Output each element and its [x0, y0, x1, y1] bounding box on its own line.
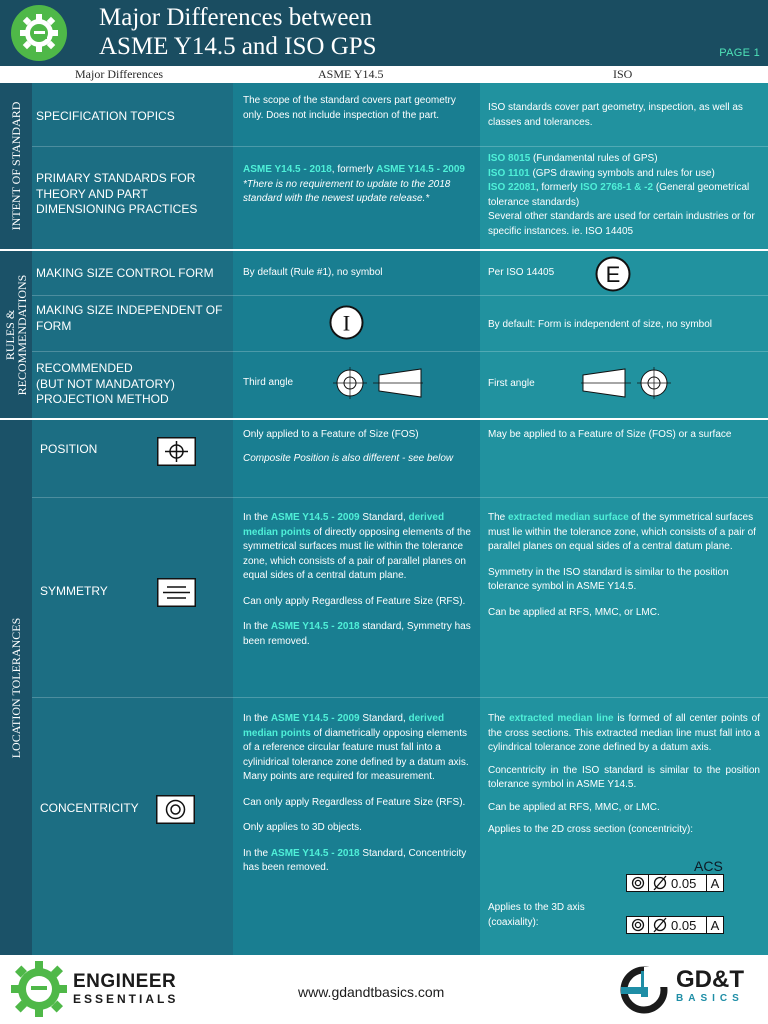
- text-fragment: , formerly: [331, 164, 377, 175]
- section-intent-sidebar: [0, 83, 32, 249]
- concentricity-icon: [631, 918, 645, 932]
- engineer-essentials-logo-icon: [9, 959, 69, 1019]
- row-label: MAKING SIZE CONTROL FORM: [36, 266, 214, 280]
- title-line-2: ASME Y14.5 and ISO GPS: [99, 33, 377, 60]
- asme-paragraph: Only applied to a Feature of Size (FOS): [243, 429, 419, 440]
- tolerance-cell: [649, 917, 707, 933]
- section-rules-label: [4, 274, 28, 395]
- iso-text: [488, 152, 760, 239]
- asme-text: Third angle: [243, 377, 294, 388]
- text-fragment: The: [488, 512, 509, 523]
- tolerance-value: 0.05: [671, 917, 697, 933]
- asme-text: [243, 511, 471, 649]
- standard-ref: ISO 8015: [488, 153, 531, 164]
- iso-text: First angle: [488, 378, 535, 389]
- term-highlight: derived median points: [243, 713, 445, 739]
- column-header-differences: Major Differences: [75, 67, 164, 81]
- row-label-line: (BUT NOT MANDATORY): [36, 376, 175, 391]
- text-fragment: In the: [243, 621, 271, 632]
- standard-ref: ASME Y14.5 - 2009: [270, 512, 360, 523]
- asme-paragraph: [243, 511, 471, 584]
- position-symbol-icon: [157, 437, 196, 466]
- text-fragment: The: [488, 713, 510, 724]
- tolerance-value: 0.05: [671, 875, 697, 891]
- column-headers: [0, 66, 768, 83]
- brand-line-1: GD&T: [676, 966, 744, 993]
- independency-symbol-icon: [329, 305, 364, 340]
- row-label: [36, 361, 226, 408]
- concentricity-cell: [627, 875, 649, 891]
- row-position: [32, 420, 768, 497]
- text-fragment: In the: [243, 847, 271, 859]
- feature-control-frame-concentricity: [626, 874, 724, 892]
- header-bar: [0, 0, 768, 66]
- concentricity-symbol-icon: [156, 795, 195, 824]
- row-size-control-form: [32, 251, 768, 295]
- iso-text: Per ISO 14405: [488, 267, 555, 278]
- independency-symbol-letter: I: [342, 310, 351, 336]
- term-highlight: derived median points: [243, 512, 445, 538]
- diameter-icon: [652, 917, 668, 933]
- asme-paragraph: [243, 712, 471, 785]
- page-title: [99, 3, 377, 61]
- gdt-basics-logo-icon: [617, 963, 671, 1017]
- row-label: SPECIFICATION TOPICS: [36, 109, 175, 123]
- standard-ref: ISO 2768-1 & -2: [580, 182, 654, 193]
- text-fragment: In the: [243, 512, 271, 523]
- text-fragment: is formed of all center points of the cross sections. This extracted median line must fall into a cylindrical tolerance zone defined by a datum axis.: [488, 713, 760, 753]
- row-label: PRIMARY STANDARDS FOR THEORY AND PART DIMENSIONING PRACTICES: [36, 171, 198, 216]
- symmetry-symbol-icon: [157, 578, 196, 607]
- iso-text: ISO standards cover part geometry, inspection, as well as classes and tolerances.: [488, 102, 743, 128]
- row-label: POSITION: [40, 442, 98, 456]
- asme-paragraph: [243, 620, 471, 649]
- standard-ref: ASME Y14.5 - 2018: [270, 847, 360, 859]
- term-highlight: extracted median surface: [508, 512, 629, 523]
- standard-ref: ASME Y14.5 - 2009: [270, 713, 360, 724]
- text-fragment: Standard, Concentricity has been removed.: [243, 847, 467, 873]
- iso-paragraph: Applies to the 2D cross section (concentricity):: [488, 824, 694, 835]
- row-symmetry: [32, 497, 768, 697]
- iso-text: May be applied to a Feature of Size (FOS) or a surface: [488, 429, 732, 440]
- title-line-1: Major Differences between: [99, 4, 373, 31]
- asme-text: [243, 428, 471, 466]
- asme-paragraph: Only applies to 3D objects.: [243, 822, 362, 833]
- row-label: MAKING SIZE INDEPENDENT OF FORM: [36, 303, 223, 333]
- gdt-basics-wordmark: [676, 967, 744, 1005]
- iso-paragraph: [488, 511, 760, 555]
- concentricity-icon: [631, 876, 645, 890]
- asme-paragraph: Composite Position is also different - see below: [243, 452, 454, 464]
- text-fragment: (General geometrical tolerance standards): [488, 182, 750, 208]
- section-rules-line-1: RULES &: [3, 309, 17, 360]
- iso-paragraph: Can be applied at RFS, MMC, or LMC.: [488, 606, 660, 618]
- text-fragment: standard, Symmetry has been removed.: [243, 621, 471, 647]
- iso-paragraph: Symmetry in the ISO standard is similar to the position tolerance symbol in ASME Y14.5.: [488, 566, 729, 592]
- first-angle-projection-icon: [581, 365, 673, 401]
- column-header-asme: ASME Y14.5: [318, 67, 384, 81]
- diameter-icon: [652, 875, 668, 891]
- asme-text: By default (Rule #1), no symbol: [243, 267, 383, 278]
- iso-paragraph: Concentricity in the ISO standard is similar to the position tolerance symbol in ASME Y14.5.: [488, 764, 760, 790]
- asme-paragraph: [243, 847, 471, 876]
- column-header-iso: ISO: [613, 67, 633, 81]
- datum-reference: A: [710, 917, 720, 933]
- brand-line-1: ENGINEER: [73, 971, 177, 992]
- concentricity-cell: [627, 917, 649, 933]
- asme-text: The scope of the standard covers part geometry only. Does not include inspection of the part.: [243, 95, 456, 121]
- gear-logo-icon: [11, 5, 67, 61]
- iso-paragraph: Applies to the 3D axis (coaxiality):: [488, 902, 585, 928]
- iso-text: [488, 511, 760, 620]
- row-label: CONCENTRICITY: [40, 801, 139, 815]
- page-number-label: PAGE 1: [719, 47, 760, 59]
- asme-paragraph: Can only apply Regardless of Feature Size (RFS).: [243, 595, 466, 607]
- row-size-independent: [32, 295, 768, 351]
- row-label-line: PROJECTION METHOD: [36, 392, 169, 406]
- datum-reference: A: [710, 875, 720, 891]
- section-location-label: LOCATION TOLERANCES: [9, 617, 23, 758]
- row-specification-topics: [32, 83, 768, 146]
- envelope-requirement-icon: [595, 256, 631, 292]
- section-intent-label: INTENT OF STANDARD: [9, 101, 23, 231]
- section-location-sidebar: [0, 420, 32, 955]
- brand-line-2: ESSENTIALS: [73, 992, 179, 1006]
- iso-paragraph: [488, 712, 760, 756]
- iso-text: By default: Form is independent of size, no symbol: [488, 319, 713, 330]
- iso-text: [488, 712, 760, 838]
- text-fragment: of the symmetrical surfaces must lie within the tolerance zone, which consists of a pair of parallel planes on equal sides of a central datum plane.: [488, 512, 756, 552]
- text-fragment: Several other standards are used for certain industries or for specific instances. ie. ISO 14405: [488, 211, 755, 237]
- text-fragment: (Fundamental rules of GPS): [530, 153, 658, 164]
- text-fragment: In the: [243, 713, 271, 724]
- tolerance-cell: [649, 875, 707, 891]
- standard-ref: ASME Y14.5 - 2009: [376, 164, 465, 175]
- envelope-symbol-letter: E: [605, 262, 621, 287]
- text-fragment: (GPS drawing symbols and rules for use): [529, 167, 715, 179]
- row-label-line: RECOMMENDED: [36, 361, 133, 375]
- standard-ref: ISO 1101: [488, 167, 530, 179]
- engineer-essentials-wordmark: [73, 972, 178, 1006]
- text-fragment: Standard,: [359, 512, 409, 523]
- asme-text: [243, 163, 471, 207]
- text-fragment: , formerly: [535, 182, 581, 193]
- term-highlight: extracted median line: [509, 713, 614, 724]
- text-fragment: Standard,: [359, 713, 409, 724]
- website-link[interactable]: www.gdandtbasics.com: [298, 984, 445, 1000]
- third-angle-projection-icon: [331, 365, 423, 401]
- standard-ref: ASME Y14.5 - 2018: [270, 621, 360, 632]
- section-rules-sidebar: [0, 251, 32, 418]
- asme-text: [243, 712, 471, 876]
- brand-line-2: BASICS: [676, 993, 744, 1004]
- acs-label: ACS: [694, 858, 723, 874]
- feature-control-frame-coaxiality: [626, 916, 724, 934]
- row-primary-standards: [32, 146, 768, 249]
- row-label: SYMMETRY: [40, 584, 108, 598]
- standard-ref: ISO 22081: [488, 182, 536, 193]
- asme-note: *There is no requirement to update to the 2018 standard with the newest update release.*: [243, 178, 451, 204]
- asme-paragraph: Can only apply Regardless of Feature Size (RFS).: [243, 796, 466, 808]
- section-rules-line-2: RECOMMENDATIONS: [15, 274, 29, 395]
- text-fragment: of diametrically opposing elements of a reference circular feature must fall into a cylinidrical tolerance zone defined by a datum axis. Many points are required for measurement.: [243, 727, 469, 782]
- footer: [0, 955, 768, 1024]
- text-fragment: of directly opposing elements of the symmetrical surfaces must lie within the tolerance zone, which consists of a pair of parallel planes on equal sides of a central datum plane.: [243, 526, 471, 581]
- iso-paragraph: Can be applied at RFS, MMC, or LMC.: [488, 801, 660, 813]
- standard-ref: ASME Y14.5 - 2018: [243, 164, 332, 175]
